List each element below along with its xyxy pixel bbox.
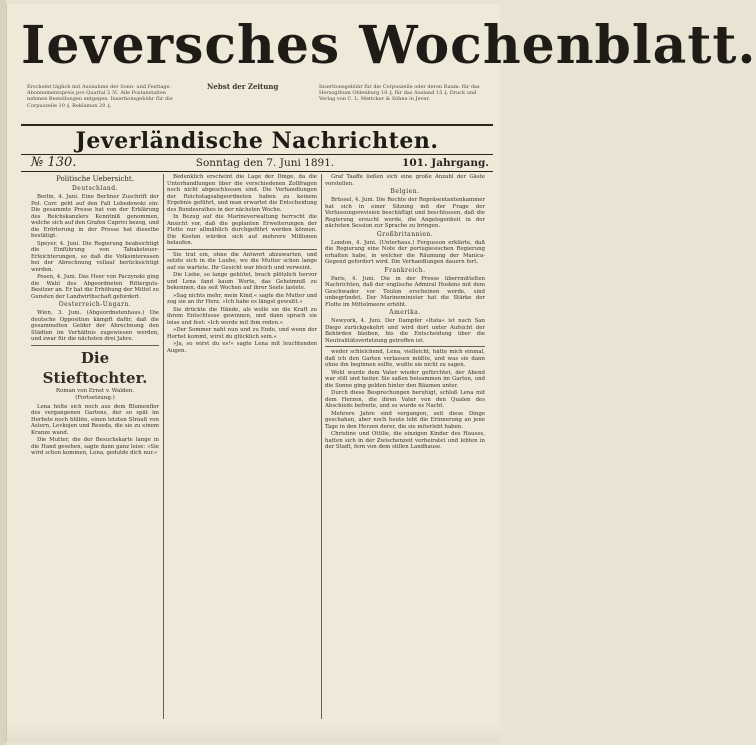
story-paragraph: Die Mutter, die der Besuchskarte lange in die Hand gesehen, sagte dann ganz leise: »Sie wird schon kommen, Lena, gedulde dich nur.« [31, 437, 159, 456]
article-paragraph: Posen, 4. Juni. Das Heer von Paczynski ging die Wahl des Abgeordneten Ritterguts-Besitzer an. Er hat die Erhöhung der Mittel zu Gunsten der Landwirthschaft gefordert. [31, 274, 159, 300]
story-paragraph: »Der Sommer naht nun und zu Ende, und wenn der Herbst kommt, wirst du glücklich sein.« [167, 327, 317, 340]
section-heading: Politische Uebersicht. [56, 175, 134, 183]
section-divider [31, 345, 159, 346]
story-paragraph: Wohl wurde dem Vater wieder gefürchtet, der Abend war still und heiter. Sie saßen beisammen im Garten, und die Sonne ging golden hinter den Bäumen unter. [325, 369, 485, 389]
country-heading: Belgien. [390, 188, 420, 195]
story-paragraph: weder schleichend, Lena, vielleicht, hätte mich einmal, daß ich den Garten verlassen müßte, und was sie dann ohne ihn beginnen sollte, wußte sie nicht zu sagen. [325, 349, 485, 368]
column-3 [325, 174, 485, 722]
publisher-info: Insertionsgebühr für die Corpuszeile oder deren Raum: für das Herzogthum Oldenburg 10 ₰, für das Ausland 15 ₰. Druck und Verlag von C. L. Mettcker & Söhne in Jever. [319, 84, 480, 103]
story-author: Roman von Ernst v. Walden. [55, 387, 135, 394]
page-bottom-shade [7, 722, 501, 742]
country-heading: Frankreich. [384, 266, 426, 274]
country-heading: Deutschland. [71, 185, 119, 192]
header-rule-mid [21, 154, 493, 155]
story-paragraph: Die Liebe, so lange gehütet, brach plötzlich hervor und Lena fand kaum Worte, das Geheimniß zu bekennen, das seit Wochen auf ihrer Seele lastete. [167, 272, 317, 291]
masthead-title: Ieversches Wochenblatt. [21, 15, 756, 76]
column-divider-2 [321, 174, 322, 719]
issue-date: Sonntag den 7. Juni 1891. [195, 157, 335, 169]
story-continuation: (Fortsetzung.) [75, 394, 115, 401]
story-title: Die Stieftochter. [42, 348, 148, 387]
issue-number: № 130. [31, 155, 77, 170]
header-rule-top [21, 124, 493, 126]
story-paragraph: »Ja, so wirst du es!« sagte Lena mit leuchtenden Augen. [167, 341, 317, 354]
article-paragraph: Newyork, 4. Juni. Der Dampfer »Itata« ist nach San Diego zurückgekehrt und wird dort unter Aufsicht der Behörden bleiben, bis die Entscheidung über die Neutralitätsverletzung getroffen ist. [325, 318, 485, 344]
story-paragraph: Sie drückte die Hände, als wolle sie die Kraft zu ihrem Entschlusse gewinnen, und dann sprach sie leise und fest: »Ich werde mit ihm reden.« [167, 306, 317, 326]
article-paragraph: Speyer, 4. Juni. Die Regierung beabsichtigt die Einführung von Tabaksteuer-Erleichterungen, so daß die Volksinteressen bei der Abrechnung vollauf berücksichtigt werden. [31, 240, 159, 273]
article-paragraph: Berlin, 4. Juni. Eine Berliner Zuschrift der Pol. Corr. geht auf den Fall Lebedowski ein: Die gesammte Presse hat von der Erklärung des Reichskanzlers Kenntniß genommen, welche sich auf den Grafen Caprivi bezog, und die Erörterung in der Presse hat dieselbe bestätigt. [31, 194, 159, 239]
story-paragraph: Durch diese Besprechungen beruhigt, schloß Lena mit dem Herzen, die ihren Vater von den Qualen des Abschieds befreite, und so wurde es Nacht. [325, 390, 485, 409]
article-paragraph: In Bezug auf die Marineverwaltung herrscht die Ansicht vor, daß die geplanten Erweiterungen der Flotte nur allmählich durchgeführt werden können. Die Kosten würden sich auf mehrere Millionen belaufen. [167, 214, 317, 246]
article-paragraph: London, 4. Juni. (Unterhaus.) Fergusson erklärte, daß die Regierung eine Note der portugiesischen Regierung erhalten habe, in welcher die Räumung der Manica-Gegend gefordert wird. Die Verhandlungen dauern fort. [325, 239, 485, 265]
article-paragraph: Brüssel, 4. Juni. Die Rechte der Repräsentantenkammer hat sich in einer Sitzung mit der Frage der Verfassungsrevision beschäftigt und beschlossen, daß die Regierung ersucht werde, die Angelegenheit in der nächsten Session zur Sprache zu bringen. [325, 197, 485, 229]
country-heading: Oesterreich-Ungarn. [58, 301, 132, 308]
supplement-title: Jeverländische Nachrichten. [75, 128, 439, 154]
country-heading: Großbritannien. [376, 230, 434, 238]
article-paragraph: Bedenklich erscheint die Lage der Dinge, da die Unterhandlungen über die verschiedenen Zollfragen noch nicht abgeschlossen sind. Die Verhandlungen der Reichstagsabgeordneten haben zu keinem Ergebnis geführt, und man erwartet die Entscheidung des Bundesrathes in der nächsten Woche. [167, 174, 317, 213]
newspaper-page [6, 4, 756, 742]
story-paragraph: »Sag nichts mehr, mein Kind,« sagte die Mutter und zog sie an ihr Herz. »Ich habe es längst gewußt.« [167, 292, 317, 305]
column-2 [167, 174, 317, 722]
article-paragraph: Paris, 4. Juni. Die in der Presse überrmittelten Nachrichten, daß der englische Admiral Hoskins mit dem Geschwader vor Toulon erscheinen werde, sind unbegründet. Der Marineminister hat die Stärke der Flotte im Mittelmeere erhöht. [325, 275, 485, 308]
story-paragraph: Christine und Ottilie, die einzigen Kinder des Hauses, hatten sich in der Zwischenzeit verheiratet und lebten in der Stadt, fern von dem stillen Landhause. [325, 431, 485, 450]
subscription-info: Erscheint täglich mit Ausnahme der Sonn- und Festtage. Abonnementspreis pro Quartal 2 ℳ. Alle Postanstalten nehmen Bestellungen entgegen. Insertionsgebühr für die Corpuszeile 10 ₰. Reklamen 20 ₰. [27, 84, 173, 109]
column-1 [31, 174, 159, 722]
article-paragraph: Wien, 3. Juni. (Abgeordnetenhaus.) Die deutsche Opposition kämpft dafür, daß die gesammelten Gelder der Abrechnung den Städten im Verhältnis zugewiesen werden, und zwar für die nächsten drei Jahre. [31, 310, 159, 342]
article-paragraph: Graf Taaffe ließen sich eine große Anzahl der Gäste vorstellen. [325, 174, 485, 187]
supplement-label: Nebst der Zeitung [207, 82, 279, 91]
volume-year: 101. Jahrgang. [402, 157, 489, 169]
country-heading: Amerika. [389, 309, 421, 316]
column-divider-1 [163, 174, 164, 719]
section-divider [325, 346, 485, 347]
section-divider [167, 249, 317, 250]
story-paragraph: Mehrere Jahre sind vergangen, seit diese Dinge geschahen, aber noch heute lebt die Erinnerung an jene Tage in den Herzen derer, die sie miterlebt haben. [325, 410, 485, 430]
header-rule-bottom [21, 171, 493, 172]
story-paragraph: Lena holte sich noch aus dem Blumenflor des vergangenen Gartens, der so spät im Herbste noch blühte, einen letzten Strauß von Astern, Levkojen und Reseda, die sie zu einem Kranze wand. [31, 403, 159, 436]
story-paragraph: Sie trat ein, ohne die Antwort abzuwarten, und setzte sich in die Laube, wo die Mutter schon lange auf sie wartete. Ihr Gesicht war bleich und verweint. [167, 251, 317, 271]
